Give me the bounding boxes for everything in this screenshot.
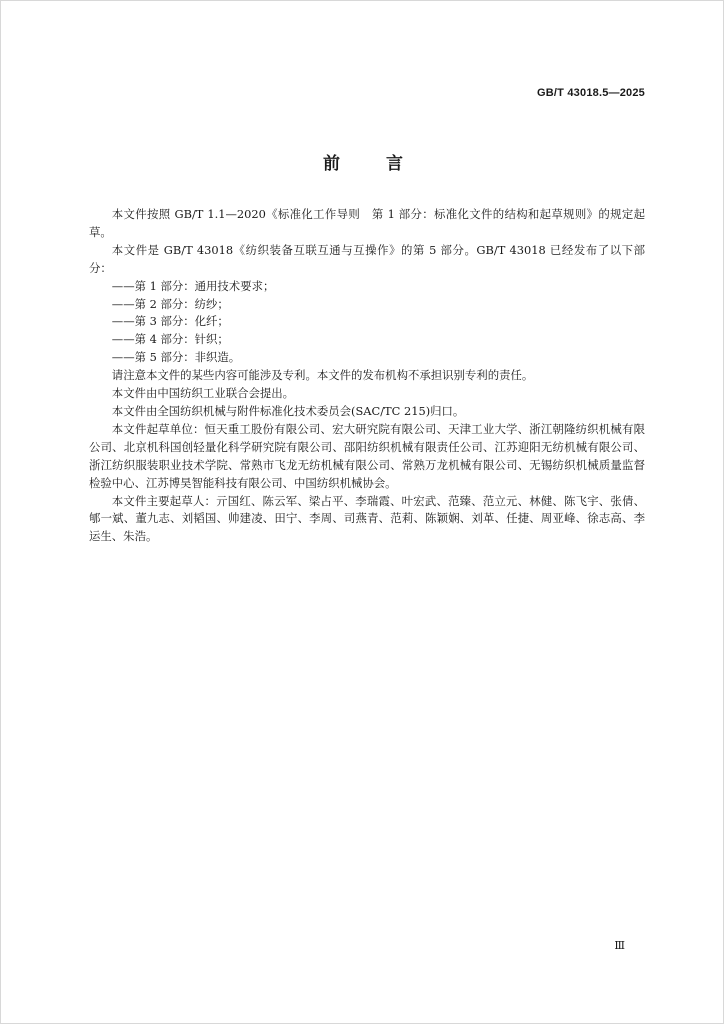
paragraph-committee: 本文件由全国纺织机械与附件标准化技术委员会(SAC/TC 215)归口。: [111, 403, 465, 418]
standard-code: GB/T 43018.5—2025: [537, 87, 645, 99]
list-item: ——第 2 部分：纺纱；: [111, 296, 229, 311]
foreword-body: [89, 206, 645, 546]
page-title: 前言: [323, 154, 449, 174]
page-number: Ⅲ: [614, 939, 624, 952]
list-item: ——第 1 部分：通用技术要求；: [111, 278, 275, 293]
list-item: ——第 5 部分：非织造。: [111, 350, 241, 365]
paragraph-series-parts: 本文件是 GB/T 43018《纺织装备互联互通与互操作》的第 5 部分。GB/T 43018 已经发布了以下部分：: [89, 242, 645, 275]
list-item: ——第 3 部分：化纤；: [111, 314, 229, 329]
list-item: ——第 4 部分：针织；: [111, 332, 229, 347]
paragraph-proposer: 本文件由中国纺织工业联合会提出。: [111, 386, 295, 401]
paragraph-patent-notice: 请注意本文件的某些内容可能涉及专利。本文件的发布机构不承担识别专利的责任。: [111, 368, 534, 383]
paragraph-drafting-units: 本文件起草单位：恒天重工股份有限公司、宏大研究院有限公司、天津工业大学、浙江朝隆纺织机械有限公司、北京机科国创轻量化科学研究院有限公司、邵阳纺织机械有限责任公司、江苏迎阳无纺机械有限公司、浙江纺织服装职业技术学院、常熟市飞龙无纺机械有限公司、常熟万龙机械有限公司、无锡纺织机械质量监督检验中心、江苏博昊智能科技有限公司、中国纺织机械协会。: [89, 421, 645, 490]
paragraph-drafting-rules: 本文件按照 GB/T 1.1—2020《标准化工作导则 第 1 部分：标准化文件的结构和起草规则》的规定起草。: [89, 207, 645, 239]
paragraph-drafters: 本文件主要起草人：亓国红、陈云军、梁占平、李瑞霞、叶宏武、范臻、范立元、林健、陈飞宇、张倩、郇一斌、董九志、刘韬国、帅建凌、田宁、李周、司燕青、范莉、陈颖娴、刘革、任捷、周亚峰、徐志高、李运生、朱浩。: [89, 493, 645, 544]
